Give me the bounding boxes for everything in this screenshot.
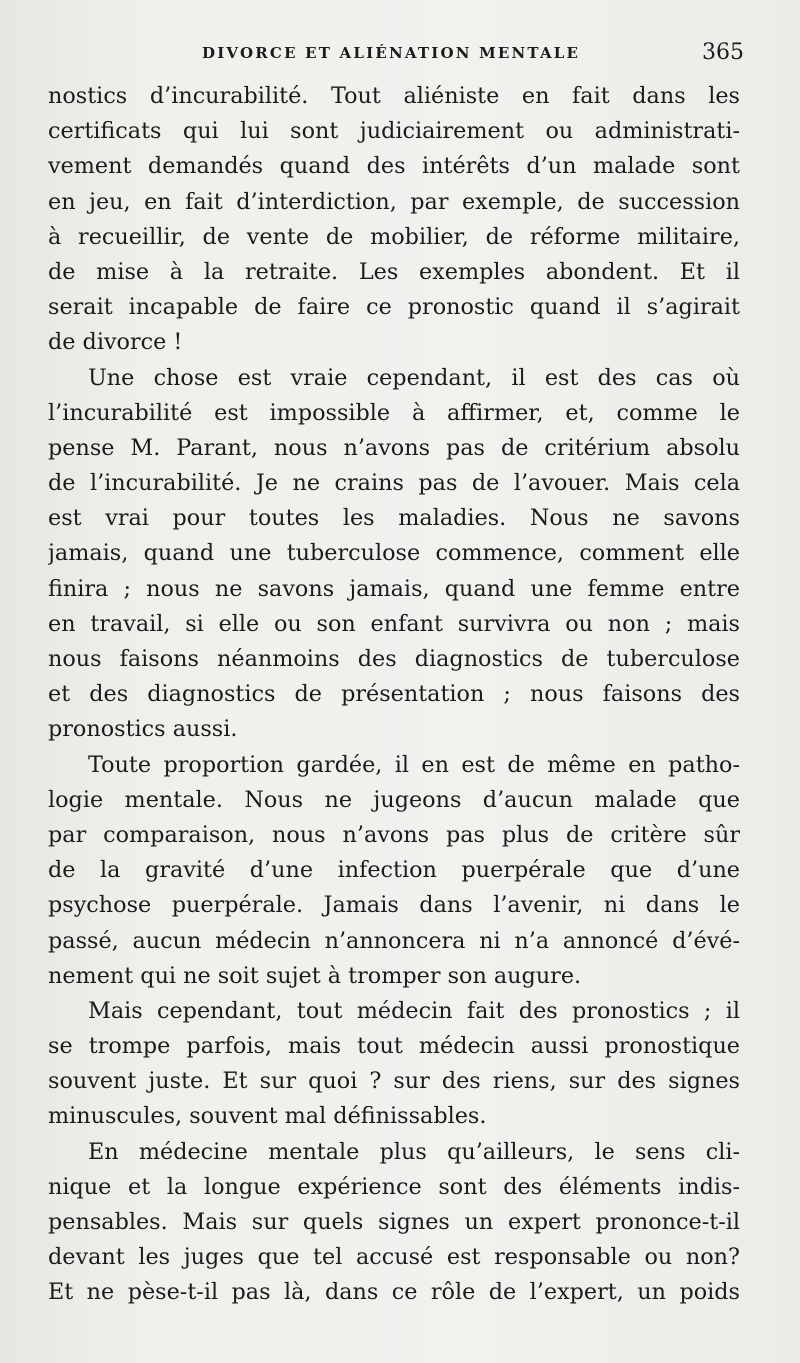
text-line: Et ne pèse-t-il pas là, dans ce rôle de l’expert, un poids (48, 1279, 740, 1306)
text-line: En médecine mentale plus qu’ailleurs, le sens cli- (88, 1138, 740, 1165)
text-line: Mais cependant, tout médecin fait des pronostics ; il (88, 997, 740, 1024)
text-line: nement qui ne soit sujet à tromper son augure. (48, 962, 582, 989)
paragraph (48, 994, 740, 1135)
paragraph (48, 361, 740, 748)
text-line: à recueillir, de vente de mobilier, de réforme militaire, (48, 223, 740, 250)
text-line: nique et la longue expérience sont des éléments indis- (48, 1173, 740, 1200)
page-number: 365 (702, 40, 744, 65)
text-line: jamais, quand une tuberculose commence, comment elle (48, 540, 740, 567)
text-line: en travail, si elle ou son enfant survivra ou non ; mais (48, 610, 740, 637)
paragraph (48, 748, 740, 994)
text-line: souvent juste. Et sur quoi ? sur des riens, sur des signes (48, 1068, 740, 1095)
page-header (48, 40, 744, 72)
text-line: de mise à la retraite. Les exemples abondent. Et il (48, 258, 740, 285)
text-line: pensables. Mais sur quels signes un expert prononce-t-il (48, 1209, 740, 1235)
text-line: de la gravité d’une infection puerpérale que d’une (48, 857, 740, 884)
text-line: serait incapable de faire ce pronostic quand il s’agirait (48, 294, 740, 321)
running-title: DIVORCE ET ALIÉNATION MENTALE (202, 44, 581, 62)
text-line: de divorce ! (48, 329, 183, 356)
text-line: certificats qui lui sont judiciairement ou administrati- (48, 118, 740, 145)
text-line: Toute proportion gardée, il en est de même en patho- (88, 751, 740, 778)
text-line: psychose puerpérale. Jamais dans l’avenir, ni dans le (48, 892, 740, 919)
text-line: Une chose est vraie cependant, il est des cas où (88, 364, 740, 391)
text-line: passé, aucun médecin n’annoncera ni n’a annoncé d’évé- (48, 927, 740, 954)
text-line: pense M. Parant, nous n’avons pas de critérium absolu (48, 434, 740, 461)
text-line: et des diagnostics de présentation ; nous faisons des (48, 681, 740, 708)
text-line: vement demandés quand des intérêts d’un malade sont (48, 153, 740, 180)
paragraph (48, 79, 740, 361)
text-line: minuscules, souvent mal définissables. (48, 1103, 487, 1130)
text-line: nous faisons néanmoins des diagnostics de tuberculose (48, 646, 740, 672)
text-line: de l’incurabilité. Je ne crains pas de l’avouer. Mais cela (48, 470, 740, 497)
body-text (48, 79, 740, 1311)
text-line: finira ; nous ne savons jamais, quand une femme entre (48, 575, 740, 602)
text-line: par comparaison, nous n’avons pas plus de critère sûr (48, 821, 740, 848)
text-line: pronostics aussi. (48, 716, 238, 743)
text-line: est vrai pour toutes les maladies. Nous ne savons (48, 505, 740, 532)
text-line: nostics d’incurabilité. Tout aliéniste en fait dans les (48, 83, 740, 109)
text-line: se trompe parfois, mais tout médecin aussi pronostique (48, 1033, 740, 1060)
text-line: l’incurabilité est impossible à affirmer, et, comme le (48, 399, 740, 426)
paragraph (48, 1135, 740, 1311)
text-line: devant les juges que tel accusé est responsable ou non? (48, 1244, 740, 1271)
text-line: logie mentale. Nous ne jugeons d’aucun malade que (48, 786, 740, 813)
text-line: en jeu, en fait d’interdiction, par exemple, de succession (48, 188, 740, 215)
